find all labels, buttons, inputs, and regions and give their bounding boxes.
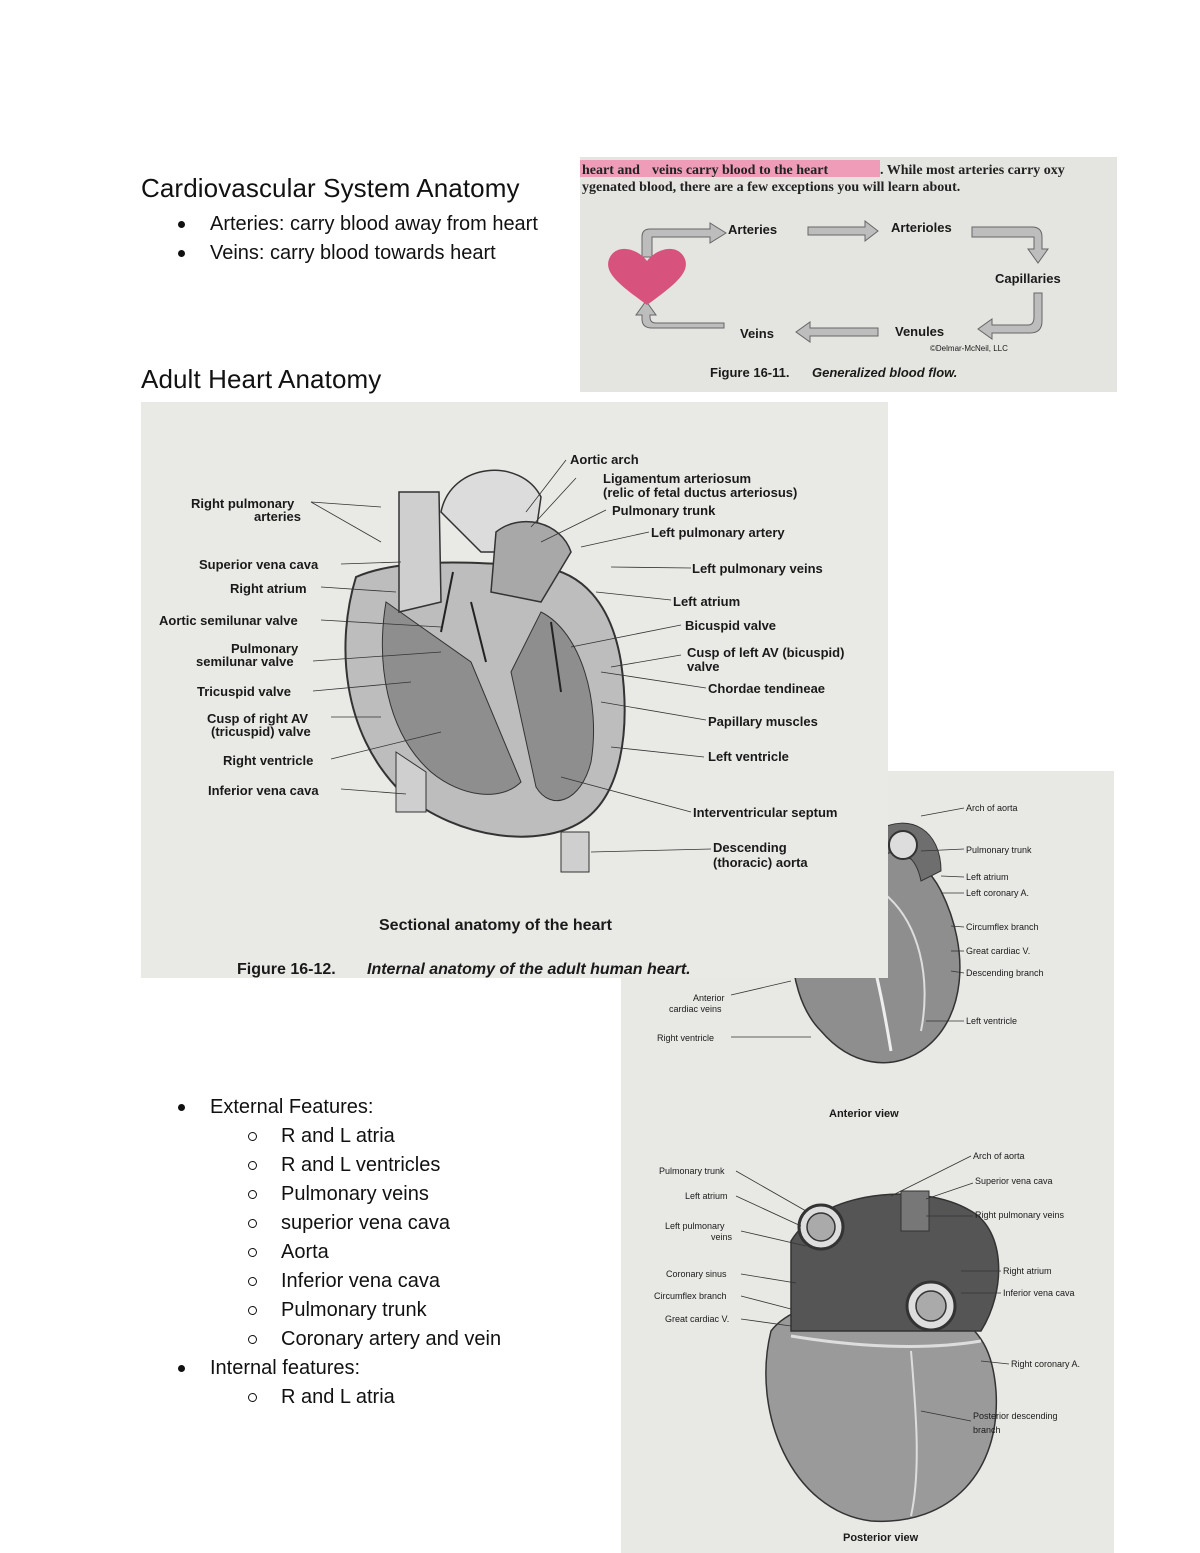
arteries-veins-list: [141, 210, 581, 268]
list-item: External Features:: [141, 1093, 611, 1122]
node-arteries: Arteries: [728, 222, 778, 237]
ant-label: Arch of aorta: [966, 803, 1018, 813]
ant-label: Left ventricle: [966, 1016, 1018, 1026]
list-item: R and L atria: [141, 1122, 611, 1151]
list-item: superior vena cava: [141, 1209, 611, 1238]
section-title-cardiovascular: Cardiovascular System Anatomy: [141, 173, 520, 203]
ant-label: Great cardiac V.: [966, 946, 1031, 956]
list-item: R and L atria: [141, 1383, 611, 1412]
int-label: Aortic arch: [570, 452, 639, 467]
flow-text-rest: . While most arteries carry oxy: [880, 163, 1065, 178]
post-label: branch: [973, 1425, 1001, 1435]
ant-label: Pulmonary trunk: [966, 845, 1032, 855]
post-label: Coronary sinus: [666, 1269, 727, 1279]
int-label: Pulmonary: [231, 641, 299, 656]
posterior-caption: Posterior view: [843, 1532, 919, 1544]
post-label: Right atrium: [1003, 1266, 1052, 1276]
int-label: Left atrium: [673, 594, 741, 609]
post-label: Left pulmonary: [665, 1221, 725, 1231]
int-label: Cusp of left AV (bicuspid): [687, 645, 845, 660]
post-label: Circumflex branch: [654, 1291, 727, 1301]
list-item: Internal features:: [141, 1354, 611, 1383]
list-item: Arteries: carry blood away from heart: [141, 210, 581, 239]
post-label: Posterior descending: [973, 1411, 1058, 1421]
ant-label: Descending branch: [966, 968, 1044, 978]
ant-label: Left coronary A.: [966, 888, 1030, 898]
post-label: Great cardiac V.: [665, 1314, 730, 1324]
flow-caption-number: Figure 16-11.: [710, 365, 790, 380]
int-label: Left pulmonary veins: [692, 561, 823, 576]
int-label: Left pulmonary artery: [651, 525, 785, 540]
internal-subtitle: Sectional anatomy of the heart: [379, 917, 612, 934]
posterior-heart-drawing: [766, 1191, 999, 1521]
int-label: Superior vena cava: [199, 557, 319, 572]
int-label: Bicuspid valve: [685, 618, 777, 633]
int-label: valve: [687, 659, 720, 674]
int-label: Inferior vena cava: [208, 783, 319, 798]
post-label: Right pulmonary veins: [975, 1210, 1065, 1220]
post-label: Right coronary A.: [1011, 1359, 1081, 1369]
list-item: Coronary artery and vein: [141, 1325, 611, 1354]
list-item: Pulmonary trunk: [141, 1296, 611, 1325]
node-venules: Venules: [895, 324, 945, 339]
int-label: Pulmonary trunk: [612, 503, 716, 518]
int-label: Tricuspid valve: [197, 684, 291, 699]
int-label: (relic of fetal ductus arteriosus): [603, 485, 798, 500]
int-label: Right atrium: [230, 581, 307, 596]
int-label: arteries: [254, 509, 301, 524]
int-label: Ligamentum arteriosum: [603, 471, 752, 486]
node-veins: Veins: [740, 326, 774, 341]
internal-caption-text: Internal anatomy of the adult human heart.: [367, 961, 691, 978]
internal-caption-number: Figure 16-12.: [237, 961, 336, 978]
int-label: Right ventricle: [223, 753, 314, 768]
int-label: Interventricular septum: [693, 805, 838, 820]
post-label: Pulmonary trunk: [659, 1166, 725, 1176]
node-capillaries: Capillaries: [995, 271, 1061, 286]
int-label: (thoracic) aorta: [713, 855, 808, 870]
node-arterioles: Arterioles: [891, 220, 952, 235]
flow-caption-text: Generalized blood flow.: [812, 365, 958, 380]
int-label: Left ventricle: [708, 749, 789, 764]
flow-copyright: ©Delmar-McNeil, LLC: [930, 344, 1008, 353]
list-item: Inferior vena cava: [141, 1267, 611, 1296]
anterior-caption: Anterior view: [829, 1108, 899, 1120]
internal-heart-figure: [141, 402, 888, 978]
list-item: R and L ventricles: [141, 1151, 611, 1180]
int-label: Chordae tendineae: [708, 681, 826, 696]
list-item: Pulmonary veins: [141, 1180, 611, 1209]
flow-text-highlight-1: heart and: [582, 163, 640, 178]
post-label: Left atrium: [685, 1191, 728, 1201]
ant-label: Left atrium: [966, 872, 1009, 882]
post-label: Superior vena cava: [975, 1176, 1053, 1186]
list-item: Aorta: [141, 1238, 611, 1267]
ant-label: Anterior: [693, 993, 725, 1003]
int-label: Descending: [713, 840, 787, 855]
post-label: veins: [711, 1232, 733, 1242]
int-label: Cusp of right AV: [207, 711, 309, 726]
list-item: Veins: carry blood towards heart: [141, 239, 581, 268]
int-label: (tricuspid) valve: [211, 724, 311, 739]
post-label: Inferior vena cava: [1003, 1288, 1075, 1298]
post-label: Arch of aorta: [973, 1151, 1025, 1161]
section-title-adult-heart: Adult Heart Anatomy: [141, 364, 382, 394]
ant-label: Right ventricle: [657, 1033, 715, 1043]
int-label: Right pulmonary: [191, 496, 295, 511]
int-label: Aortic semilunar valve: [159, 613, 298, 628]
features-list: [141, 1093, 611, 1412]
ant-label: cardiac veins: [669, 1004, 722, 1014]
flow-text-line2: ygenated blood, there are a few exceptions you will learn about.: [582, 180, 961, 195]
int-label: semilunar valve: [196, 654, 294, 669]
flow-text-highlight-2: veins carry blood to the heart: [652, 163, 829, 178]
int-label: Papillary muscles: [708, 714, 818, 729]
blood-flow-figure: [580, 157, 1117, 392]
ant-label: Circumflex branch: [966, 922, 1039, 932]
